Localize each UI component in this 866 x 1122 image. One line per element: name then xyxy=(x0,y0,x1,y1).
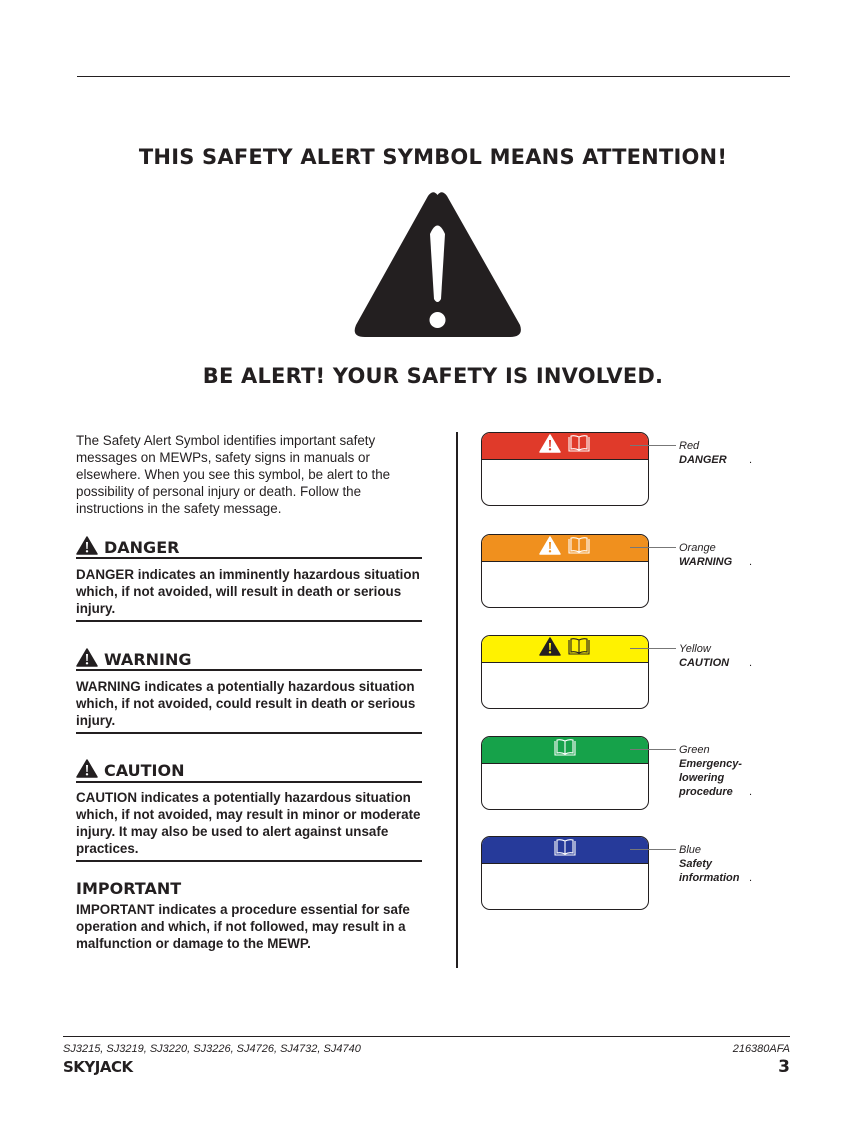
yellow-label-sample xyxy=(481,635,649,709)
leader-line xyxy=(630,749,676,750)
footer-rule xyxy=(63,1036,790,1037)
safety-alert-icon xyxy=(76,536,98,559)
important-heading-text: IMPORTANT xyxy=(76,879,182,898)
safety-alert-icon xyxy=(352,189,523,339)
important-description: IMPORTANT indicates a procedure essential for safe operation and which, if not followed, may result in a malfunction or damage to the MEWP. xyxy=(76,902,410,951)
document-number: 216380AFA xyxy=(732,1043,790,1055)
label-meaning: CAUTION xyxy=(679,657,730,669)
page-number: 3 xyxy=(778,1057,790,1077)
safety-alert-icon xyxy=(76,759,98,782)
safety-alert-icon xyxy=(539,637,561,661)
safety-alert-icon xyxy=(539,434,561,458)
manual-book-icon xyxy=(553,739,577,762)
orange-label-note: Orange WARNING . xyxy=(679,542,753,568)
blue-label-note: Blue Safety information . xyxy=(679,844,753,884)
caution-heading-text: CAUTION xyxy=(104,761,185,780)
warning-description: WARNING indicates a potentially hazardous situation which, if not avoided, could result in death or serious injury. xyxy=(76,679,416,728)
color-name: Blue xyxy=(679,844,702,856)
important-heading xyxy=(76,879,181,898)
leader-line xyxy=(630,849,676,850)
section-rule xyxy=(76,557,422,559)
danger-heading-text: DANGER xyxy=(104,538,180,557)
safety-alert-icon xyxy=(76,648,98,671)
red-label-sample xyxy=(481,432,649,506)
orange-label-sample xyxy=(481,534,649,608)
danger-description: DANGER indicates an imminently hazardous situation which, if not avoided, will result in death or serious injury. xyxy=(76,567,420,616)
manual-book-icon xyxy=(567,537,591,560)
section-rule xyxy=(76,781,422,783)
leader-line xyxy=(630,648,676,649)
label-meaning: Emergency-lowering procedure xyxy=(679,758,742,798)
label-meaning: Safety information xyxy=(679,858,740,884)
blue-label-sample xyxy=(481,836,649,910)
leader-line xyxy=(630,445,676,446)
safety-alert-icon xyxy=(539,536,561,560)
column-divider xyxy=(456,432,458,968)
color-name: Orange xyxy=(679,542,716,554)
green-label-sample xyxy=(481,736,649,810)
leader-line xyxy=(630,547,676,548)
manual-book-icon xyxy=(553,839,577,862)
intro-paragraph: The Safety Alert Symbol identifies important safety messages on MEWPs, safety signs in manuals or elsewhere. When you see this symbol, be alert to the possibility of personal injury or death. Follow the instructions in the safety message. xyxy=(76,433,391,516)
caution-heading xyxy=(76,759,184,782)
section-rule xyxy=(76,620,422,622)
page-title: THIS SAFETY ALERT SYMBOL MEANS ATTENTION! xyxy=(138,145,728,169)
danger-heading xyxy=(76,536,179,559)
page-subtitle: BE ALERT! YOUR SAFETY IS INVOLVED. xyxy=(202,364,664,388)
color-name: Green xyxy=(679,744,710,756)
label-meaning: WARNING xyxy=(679,556,733,568)
model-list: SJ3215, SJ3219, SJ3220, SJ3226, SJ4726, SJ4732, SJ4740 xyxy=(63,1043,361,1055)
section-rule xyxy=(76,732,422,734)
warning-heading xyxy=(76,648,192,671)
caution-description: CAUTION indicates a potentially hazardous situation which, if not avoided, may result in minor or moderate injury. It may also be used to alert against unsafe practices. xyxy=(76,790,421,856)
label-meaning: DANGER xyxy=(679,454,727,466)
section-rule xyxy=(76,669,422,671)
yellow-label-note: Yellow CAUTION . xyxy=(679,643,753,669)
section-rule xyxy=(76,860,422,862)
skyjack-logo: SKYJACK xyxy=(63,1058,133,1076)
warning-heading-text: WARNING xyxy=(104,650,192,669)
color-name: Red xyxy=(679,440,700,452)
manual-book-icon xyxy=(567,435,591,458)
red-label-note: Red DANGER . xyxy=(679,440,753,466)
manual-book-icon xyxy=(567,638,591,661)
green-label-note: Green Emergency-lowering procedure . xyxy=(679,744,753,798)
header-rule xyxy=(77,76,790,77)
color-name: Yellow xyxy=(679,643,711,655)
